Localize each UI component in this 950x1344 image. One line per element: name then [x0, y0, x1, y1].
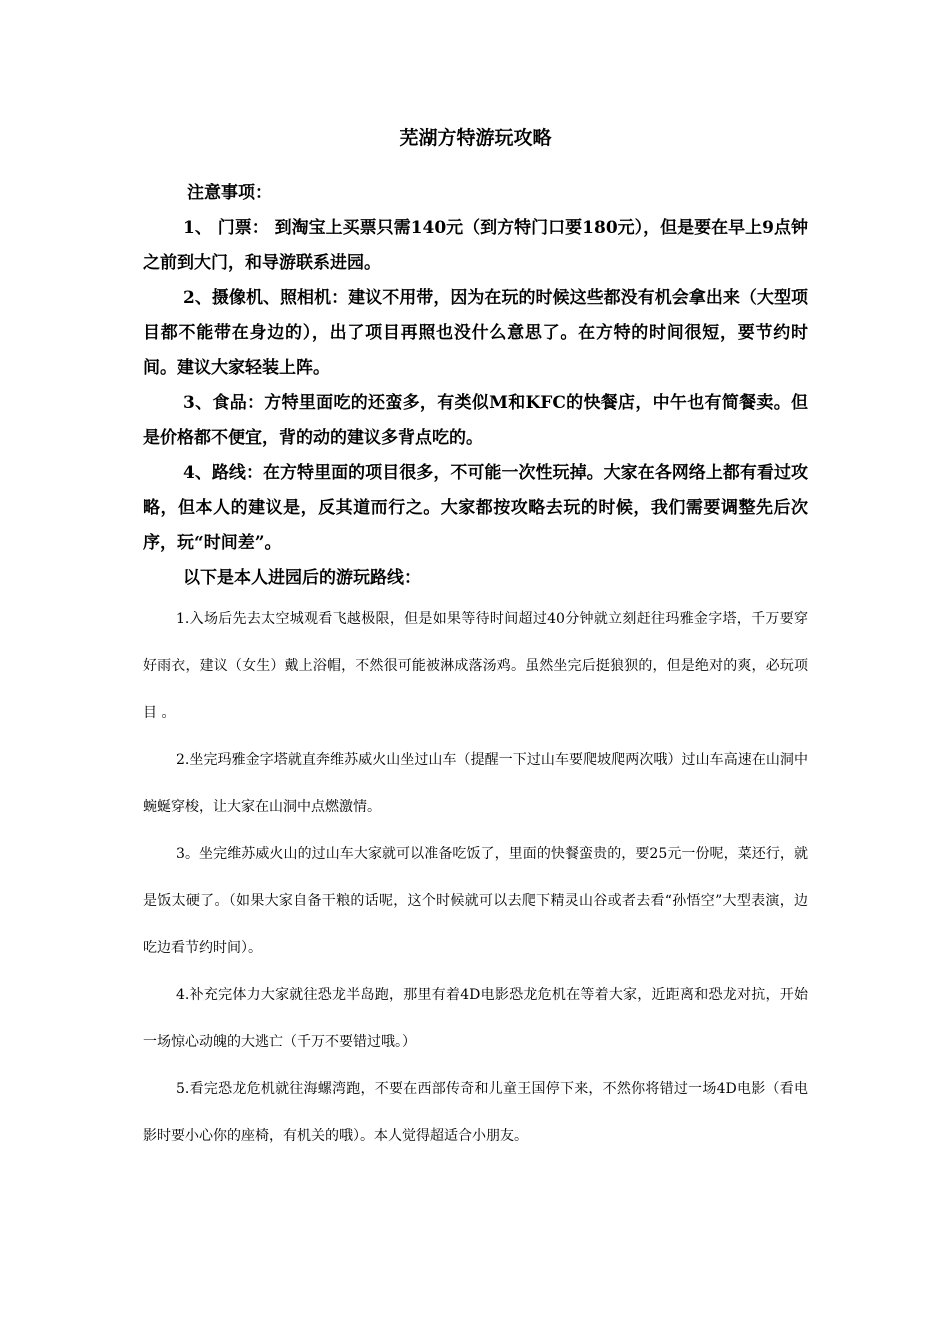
route-step-4: 4.补充完体力大家就往恐龙半岛跑，那里有着4D电影恐龙危机在等着大家，近距离和恐龙对抗，开始一场惊心动魄的大逃亡（千万不要错过哦。）: [143, 987, 808, 1050]
document-title: 芜湖方特游玩攻略: [399, 127, 552, 149]
document-body: [143, 122, 808, 1160]
route-heading: 以下是本人进园后的游玩路线：: [183, 568, 421, 588]
route-step-3: 3。坐完维苏威火山的过山车大家就可以准备吃饭了，里面的快餐蛮贵的，要25元一份呢，菜还行，就是饭太硬了。（如果大家自备干粮的话呢，这个时候就可以去爬下精灵山谷或者去看“孙悟空”大型表演，边吃边看节约时间）。: [143, 846, 808, 956]
notice-heading: 注意事项：: [187, 183, 272, 203]
route-step-5: 5.看完恐龙危机就往海螺湾跑，不要在西部传奇和儿童王国停下来，不然你将错过一场4D电影（看电影时要小心你的座椅，有机关的哦）。本人觉得超适合小朋友。: [143, 1081, 808, 1144]
notice-item-route: 4、路线：在方特里面的项目很多，不可能一次性玩掉。大家在各网络上都有看过攻略，但本人的建议是，反其道而行之。大家都按攻略去玩的时候，我们需要调整先后次序，玩“时间差”。: [143, 463, 808, 553]
route-step-2: 2.坐完玛雅金字塔就直奔维苏威火山坐过山车（提醒一下过山车要爬坡爬两次哦）过山车高速在山洞中蜿蜒穿梭，让大家在山洞中点燃激情。: [143, 752, 808, 815]
route-step-1: 1.入场后先去太空城观看飞越极限，但是如果等待时间超过40分钟就立刻赶往玛雅金字塔，千万要穿好雨衣，建议（女生）戴上浴帽，不然很可能被淋成落汤鸡。虽然坐完后挺狼狈的，但是绝对的爽，必玩项目 。: [143, 611, 808, 721]
notice-item-cameras: 2、摄像机、照相机：建议不用带，因为在玩的时候这些都没有机会拿出来（大型项目都不能带在身边的），出了项目再照也没什么意思了。在方特的时间很短，要节约时间。建议大家轻装上阵。: [143, 288, 808, 378]
notice-item-tickets: 1、 门票： 到淘宝上买票只需140元（到方特门口要180元），但是要在早上9点钟之前到大门，和导游联系进园。: [143, 218, 808, 273]
notice-item-food: 3、食品：方特里面吃的还蛮多，有类似M和KFC的快餐店，中午也有简餐卖。但是价格都不便宜，背的动的建议多背点吃的。: [143, 393, 808, 448]
